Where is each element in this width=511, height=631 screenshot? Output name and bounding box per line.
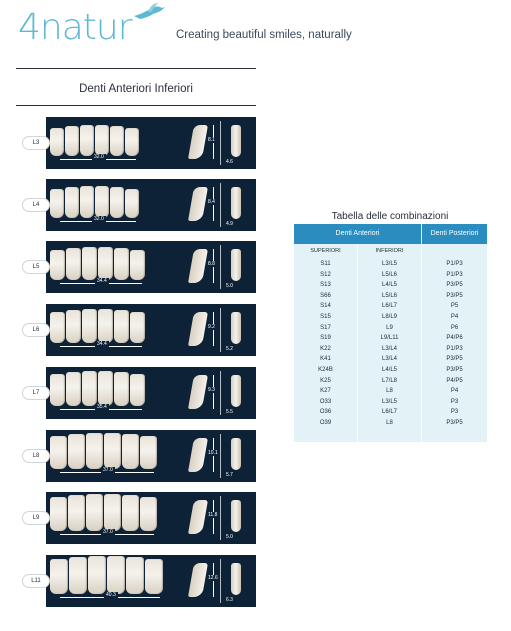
inferiori-cell: L4/L5: [381, 366, 397, 373]
mould-code: L4: [23, 199, 49, 211]
tooth-panel-l8: [16, 430, 256, 482]
tooth: [140, 436, 157, 469]
posteriori-cell: P1/P3: [446, 345, 463, 352]
tooth: [104, 494, 121, 531]
inferiori-cell: L3/L4: [381, 356, 397, 363]
posteriori-cell: P3: [450, 409, 459, 416]
panel-divider: [220, 371, 221, 415]
tooth: [110, 126, 124, 156]
tooth-side-view: [188, 249, 208, 283]
tooth-profile-view: [231, 438, 241, 470]
height-value: 12.6: [208, 575, 218, 581]
tooth: [110, 187, 124, 218]
mould-code: L6: [23, 324, 49, 336]
tooth-profile-view: [231, 249, 241, 281]
tooth: [50, 312, 65, 343]
tooth-profile-view: [231, 312, 241, 344]
teeth-front-view: [50, 122, 139, 156]
tooth: [65, 126, 79, 156]
posteriori-cell: P6: [450, 324, 459, 331]
tooth-side-view: [188, 438, 208, 472]
inferiori-cell: L4/L5: [381, 282, 397, 289]
hummingbird-icon: [132, 2, 166, 24]
width-measure-line: [60, 283, 142, 290]
superiori-cell: S19: [320, 335, 331, 342]
teeth-front-view: [50, 560, 163, 594]
col-superiori: SUPERIORI: [310, 248, 341, 254]
inferiori-cell: L7/L8: [381, 377, 397, 384]
panel-label-area: [16, 304, 46, 356]
posteriori-cell: P3/P5: [446, 366, 463, 373]
tooth-profile-view: [231, 375, 241, 407]
depth-value: 5.0: [226, 534, 233, 540]
tooth: [122, 434, 139, 469]
tooth-side-view: [188, 125, 208, 159]
inferiori-cell: L8/L9: [381, 313, 397, 320]
mould-code: L5: [23, 261, 49, 273]
width-measure-line: [60, 221, 136, 228]
height-value: 8.1: [208, 137, 215, 143]
mould-code: L11: [23, 575, 49, 587]
superiori-cell: K22: [320, 345, 331, 352]
tooth-profile-view: [231, 187, 241, 219]
posteriori-list: [422, 259, 487, 429]
panel-divider: [220, 496, 221, 540]
superiori-cell: K25: [320, 377, 331, 384]
tooth-panel-l4: [16, 179, 256, 231]
width-value: 35.4: [97, 404, 107, 410]
tooth: [98, 247, 113, 280]
tooth: [68, 495, 85, 531]
mould-code: L3: [23, 137, 49, 149]
teeth-front-view: [50, 435, 157, 469]
tooth-side-view: [188, 375, 208, 409]
tooth: [65, 187, 79, 218]
height-value: 9.2: [208, 324, 215, 330]
tooth: [122, 495, 139, 531]
depth-value: 5.2: [226, 346, 233, 352]
depth-value: 6.3: [226, 597, 233, 603]
panel-divider: [220, 559, 221, 603]
tooth: [98, 371, 113, 406]
tooth: [82, 247, 97, 280]
height-value: 11.8: [208, 512, 218, 518]
tooth: [114, 372, 129, 406]
mould-code: L8: [23, 450, 49, 462]
top-rule: [16, 68, 256, 69]
panel-label-area: [16, 430, 46, 482]
inferiori-cell: L3/L5: [381, 398, 397, 405]
width-value: 40.3: [106, 592, 116, 598]
width-measure-line: [60, 472, 154, 479]
posteriori-cell: P4/P5: [446, 377, 463, 384]
panel-label-area: [16, 367, 46, 419]
superiori-cell: O39: [319, 419, 332, 426]
panel-divider: [220, 183, 221, 227]
superiori-list: [294, 259, 357, 429]
panel-label-area: [16, 492, 46, 544]
inferiori-list: [358, 259, 421, 429]
height-value: 8.4: [208, 199, 215, 205]
section-title: Denti Anteriori Inferiori: [79, 83, 193, 95]
superiori-cell: S12: [320, 271, 331, 278]
superiori-cell: S13: [320, 282, 331, 289]
tooth-panel-l5: [16, 241, 256, 293]
tooth: [66, 310, 81, 343]
posteriori-cell: P3/P5: [446, 356, 463, 363]
panel-divider: [220, 308, 221, 352]
depth-value: 4.6: [226, 159, 233, 165]
tooth: [68, 434, 85, 469]
tooth: [130, 250, 145, 280]
panel-divider: [220, 121, 221, 165]
tooth-profile-view: [231, 500, 241, 532]
posteriori-cell: P3/P5: [446, 292, 463, 299]
tooth: [50, 497, 67, 531]
tooth: [130, 374, 145, 406]
superiori-cell: S17: [320, 324, 331, 331]
tooth: [125, 189, 139, 218]
teeth-front-view: [50, 309, 145, 343]
panel-label-area: [16, 555, 46, 607]
posteriori-cell: P4/P6: [446, 335, 463, 342]
posteriori-cell: P4: [450, 388, 459, 395]
tooth: [114, 248, 129, 280]
header-posteriori: Denti Posteriori: [422, 224, 487, 244]
tagline: Creating beautiful smiles, naturally: [176, 29, 352, 41]
posteriori-cell: P3/P5: [446, 419, 463, 426]
inferiori-cell: L9/L11: [380, 335, 399, 342]
inferiori-cell: L6/L7: [381, 409, 397, 416]
tooth: [82, 371, 97, 406]
superiori-cell: S15: [320, 313, 331, 320]
superiori-cell: K27: [320, 388, 331, 395]
panel-divider: [220, 434, 221, 478]
height-value: 9.3: [208, 387, 215, 393]
depth-value: 5.0: [226, 283, 233, 289]
tooth: [50, 250, 65, 280]
col-inferiori: INFERIORI: [375, 248, 404, 254]
superiori-cell: K41: [320, 356, 331, 363]
tooth: [80, 125, 94, 156]
tooth-profile-view: [231, 125, 241, 157]
posteriori-cell: P1/P3: [446, 271, 463, 278]
width-measure-line: [60, 534, 154, 541]
tooth: [95, 125, 109, 156]
tooth: [50, 436, 67, 469]
superiori-cell: K24B: [318, 366, 333, 373]
width-value: 37.0: [103, 529, 113, 535]
width-value: 34.4: [97, 278, 107, 284]
tooth: [50, 128, 64, 156]
posteriori-cell: P4: [450, 313, 459, 320]
tooth: [95, 186, 109, 218]
teeth-front-view: [50, 497, 157, 531]
width-measure-line: [60, 159, 136, 166]
brand-logo: [18, 6, 132, 46]
tooth: [50, 374, 65, 406]
tooth: [66, 372, 81, 406]
bottom-rule: [16, 105, 256, 106]
tooth-panel-l11: [16, 555, 256, 607]
tooth-panel-l6: [16, 304, 256, 356]
tooth: [80, 186, 94, 218]
teeth-front-view: [50, 372, 145, 406]
inferiori-cell: L9: [386, 324, 393, 331]
tooth: [104, 433, 121, 469]
posteriori-cell: P3: [450, 398, 459, 405]
mould-code: L7: [23, 387, 49, 399]
panel-divider: [220, 245, 221, 289]
tooth: [50, 189, 64, 218]
tooth: [140, 497, 157, 531]
mould-code: L9: [23, 512, 49, 524]
tooth: [69, 557, 87, 594]
depth-value: 5.5: [226, 409, 233, 415]
tooth-side-view: [188, 312, 208, 346]
depth-value: 4.9: [226, 221, 233, 227]
combination-table: [294, 224, 487, 442]
tooth-side-view: [188, 187, 208, 221]
tooth-side-view: [188, 500, 208, 534]
superiori-cell: O36: [319, 409, 332, 416]
width-measure-line: [60, 346, 142, 353]
tooth: [88, 556, 106, 594]
tooth: [86, 433, 103, 469]
width-measure-line: [60, 597, 160, 604]
teeth-front-view: [50, 184, 139, 218]
posteriori-cell: P5: [450, 303, 459, 310]
header-anteriori: Denti Anteriori: [294, 224, 421, 244]
tooth-side-view: [188, 563, 208, 597]
height-value: 10.1: [208, 450, 218, 456]
superiori-cell: S66: [320, 292, 331, 299]
panel-label-area: [16, 241, 46, 293]
tooth: [82, 309, 97, 343]
inferiori-cell: L3/L5: [381, 261, 397, 267]
inferiori-cell: L5/L6: [381, 292, 397, 299]
inferiori-cell: L3/L4: [381, 345, 397, 352]
panel-label-area: [16, 117, 46, 169]
width-value: 37.0: [103, 467, 113, 473]
tooth: [50, 559, 68, 594]
tooth: [86, 494, 103, 531]
posteriori-cell: P3/P5: [446, 282, 463, 289]
tooth-panel-l7: [16, 367, 256, 419]
inferiori-cell: L8: [386, 419, 393, 426]
teeth-front-view: [50, 246, 145, 280]
posteriori-cell: P1/P3: [446, 261, 463, 267]
tooth: [130, 312, 145, 343]
tooth-panel-l9: [16, 492, 256, 544]
tooth: [126, 557, 144, 594]
table-title: Tabella delle combinazioni: [331, 211, 449, 222]
height-value: 8.8: [208, 261, 215, 267]
panel-label-area: [16, 179, 46, 231]
tooth: [98, 309, 113, 343]
tooth-profile-view: [231, 563, 241, 595]
width-measure-line: [60, 409, 142, 416]
superiori-cell: O33: [319, 398, 332, 405]
logo-text: 4natur: [18, 7, 132, 48]
inferiori-cell: L5/L6: [381, 271, 397, 278]
superiori-cell: S11: [320, 261, 331, 267]
tooth: [145, 559, 163, 594]
width-value: 32.0: [94, 216, 104, 222]
inferiori-cell: L8: [386, 388, 393, 395]
depth-value: 5.7: [226, 472, 233, 478]
superiori-cell: S14: [320, 303, 331, 310]
width-value: 34.4: [97, 341, 107, 347]
tooth-panel-l3: [16, 117, 256, 169]
tooth: [114, 310, 129, 343]
width-value: 32.0: [94, 154, 104, 160]
tooth: [125, 128, 139, 156]
tooth: [66, 248, 81, 280]
inferiori-cell: L6/L7: [381, 303, 397, 310]
tooth: [107, 556, 125, 594]
